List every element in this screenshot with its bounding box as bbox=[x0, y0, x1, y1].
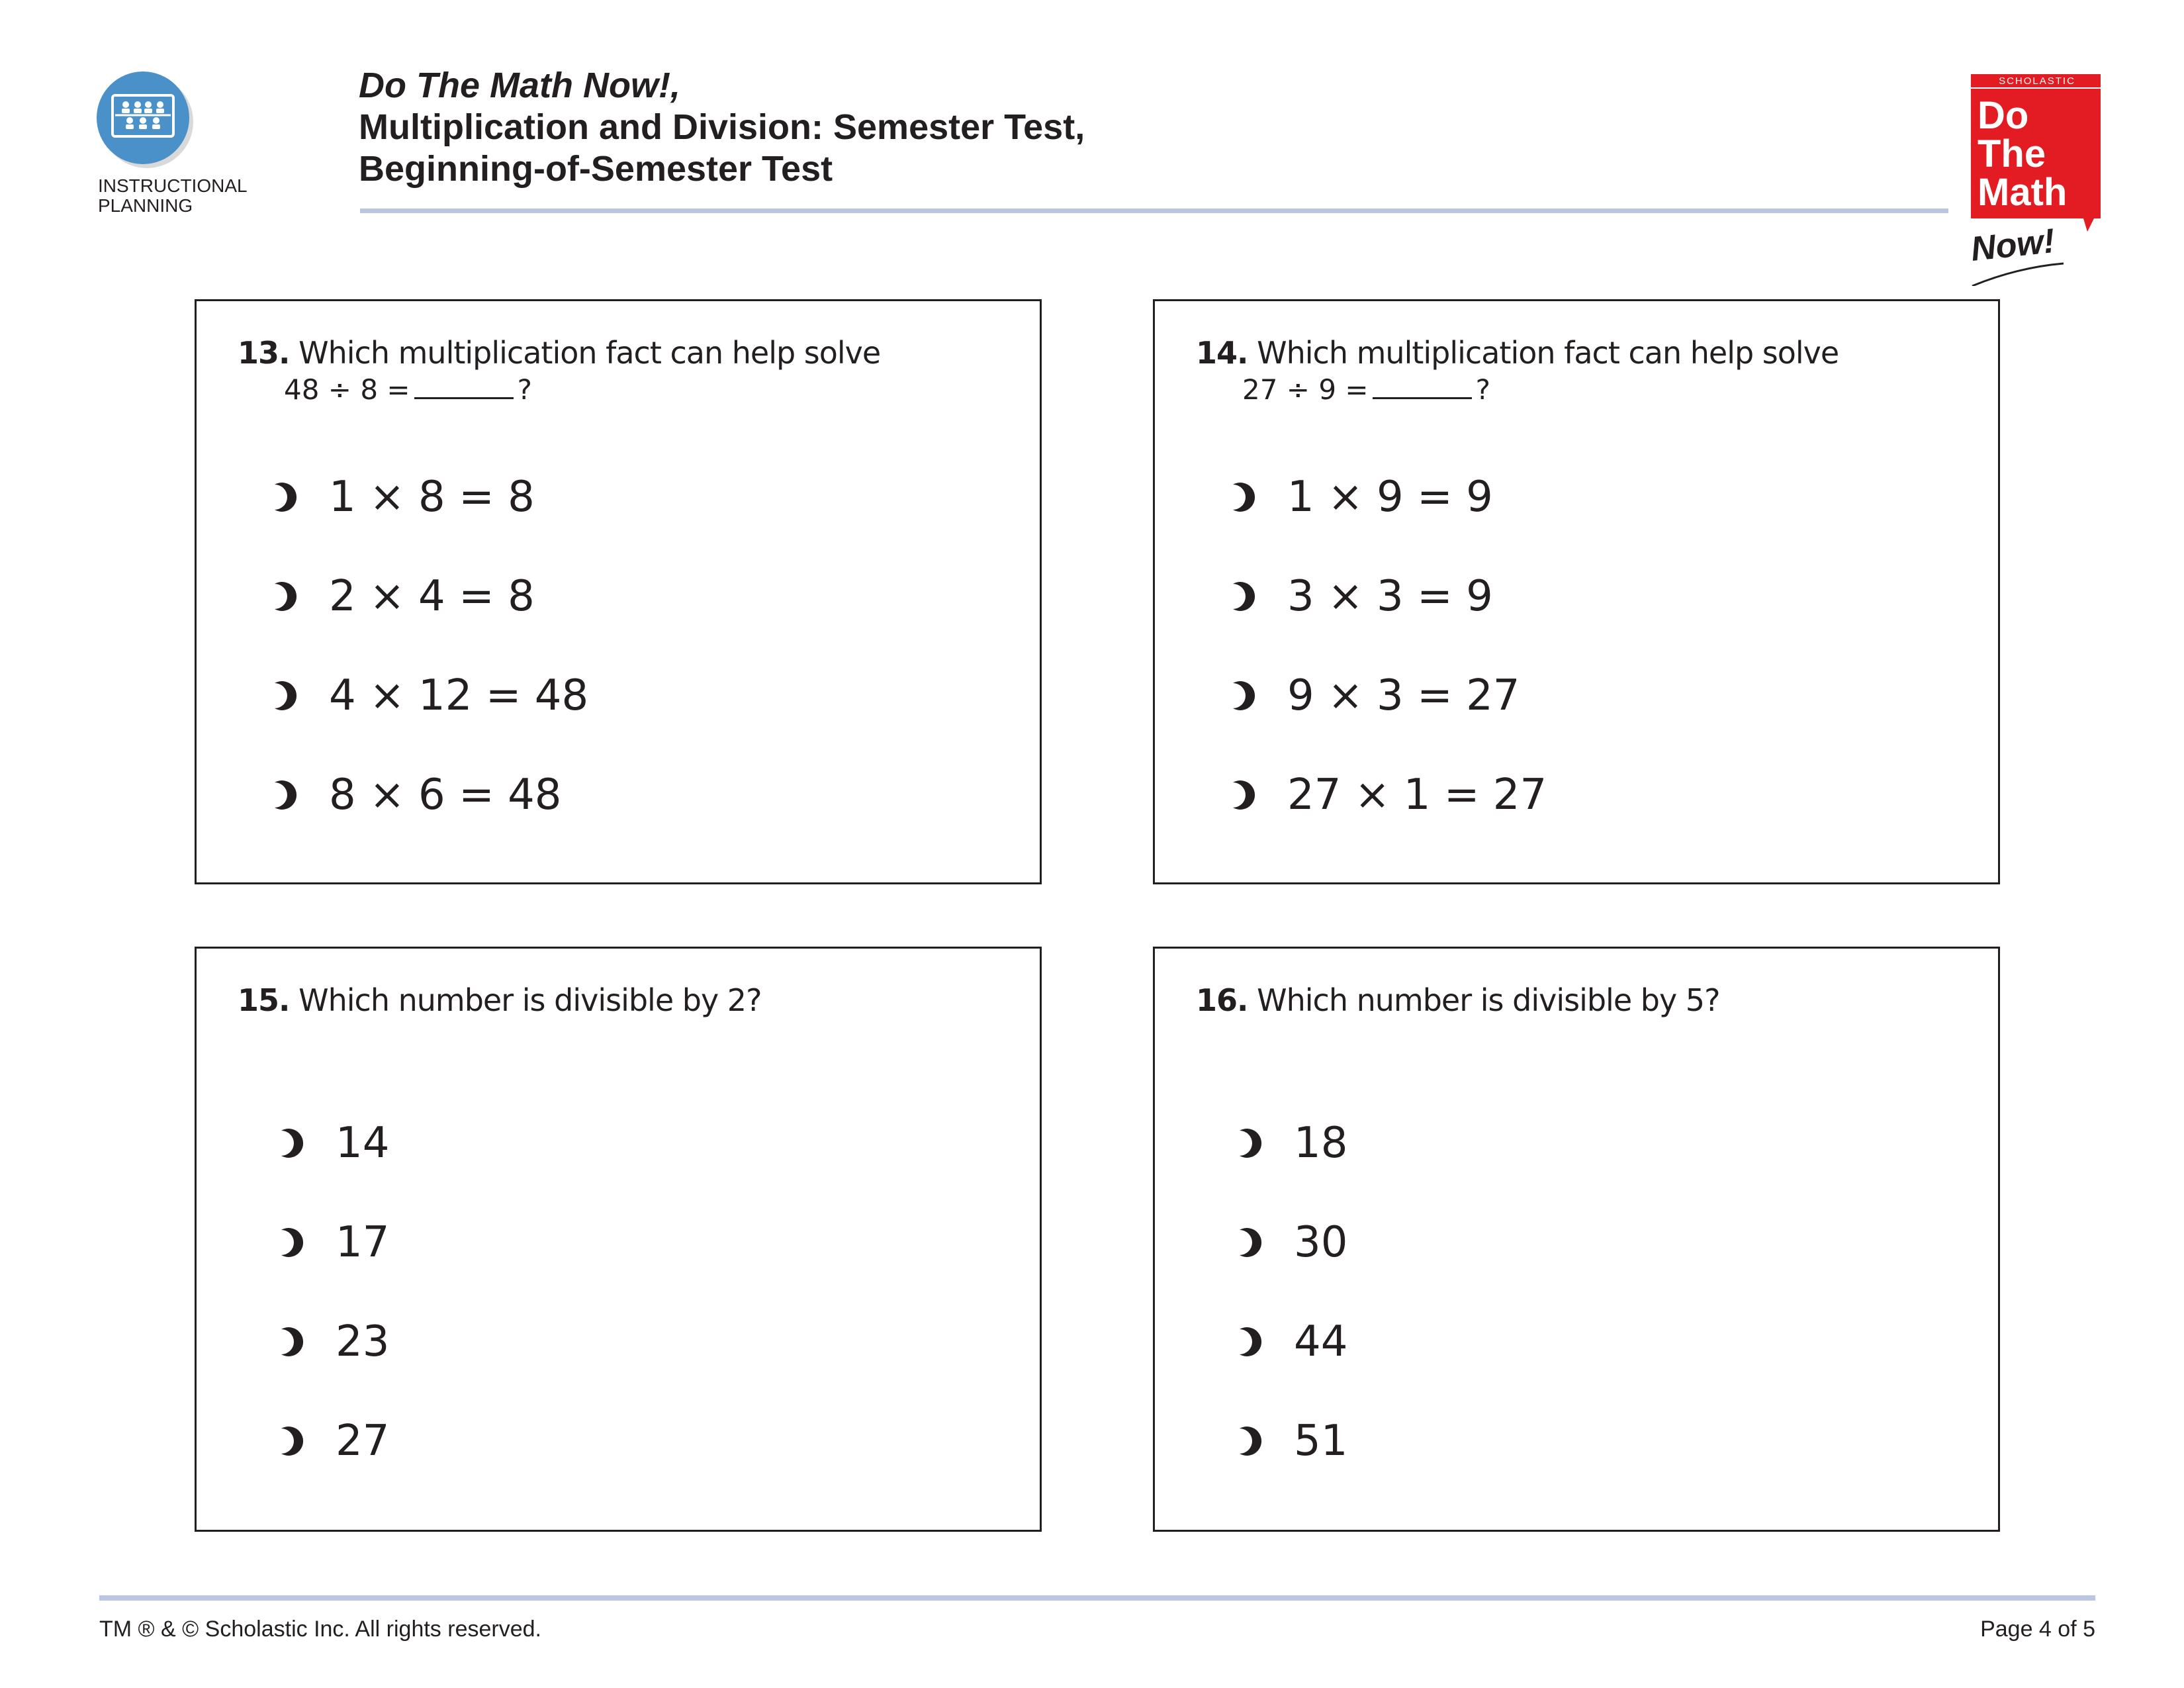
logo-word-the: The bbox=[1978, 132, 2046, 175]
answer-blank bbox=[414, 375, 514, 399]
question-14-text bbox=[1196, 334, 1839, 371]
header-divider bbox=[360, 209, 1948, 213]
question-15-box bbox=[195, 947, 1042, 1532]
answer-blank bbox=[1373, 375, 1472, 399]
section-label: INSTRUCTIONAL PLANNING bbox=[98, 175, 248, 216]
answer-option[interactable]: 3 × 3 = 9 bbox=[1228, 573, 1493, 620]
question-13-equation: 48 ÷ 8 = ? bbox=[284, 373, 532, 406]
radio-bubble-icon bbox=[1234, 1325, 1263, 1358]
question-prompt: Which multiplication fact can help solve bbox=[1257, 335, 1839, 371]
answer-option[interactable]: 8 × 6 = 48 bbox=[269, 771, 562, 819]
question-number: 13. bbox=[238, 335, 290, 371]
title-line-1: Do The Math Now!, bbox=[359, 66, 680, 105]
answer-option[interactable]: 44 bbox=[1234, 1318, 1347, 1366]
instructional-planning-icon bbox=[97, 71, 189, 164]
question-number: 14. bbox=[1196, 335, 1248, 371]
question-16-text bbox=[1196, 982, 1720, 1019]
radio-bubble-icon bbox=[1228, 679, 1257, 712]
radio-bubble-icon bbox=[276, 1127, 305, 1160]
question-15-text bbox=[238, 982, 762, 1019]
question-14-equation: 27 ÷ 9 = ? bbox=[1242, 373, 1490, 406]
answer-option[interactable]: 18 bbox=[1234, 1119, 1347, 1167]
title-line-3: Beginning-of-Semester Test bbox=[359, 149, 833, 189]
question-prompt: Which number is divisible by 2? bbox=[298, 982, 762, 1018]
logo-word-do: Do bbox=[1978, 94, 2029, 137]
title-line-2: Multiplication and Division: Semester Test, bbox=[359, 107, 1085, 147]
answer-option[interactable]: 17 bbox=[276, 1219, 389, 1266]
answer-option[interactable]: 1 × 8 = 8 bbox=[269, 473, 535, 521]
page-title bbox=[359, 65, 1085, 190]
radio-bubble-icon bbox=[269, 481, 298, 514]
radio-bubble-icon bbox=[276, 1226, 305, 1259]
question-14-box bbox=[1153, 299, 2000, 884]
answer-option[interactable]: 27 × 1 = 27 bbox=[1228, 771, 1547, 819]
radio-bubble-icon bbox=[1228, 481, 1257, 514]
logo-word-math: Math bbox=[1978, 171, 2068, 214]
question-prompt: Which number is divisible by 5? bbox=[1257, 982, 1720, 1018]
radio-bubble-icon bbox=[1228, 580, 1257, 613]
answer-option[interactable]: 4 × 12 = 48 bbox=[269, 672, 588, 720]
answer-option[interactable]: 14 bbox=[276, 1119, 389, 1167]
answer-option[interactable]: 30 bbox=[1234, 1219, 1347, 1266]
question-13-box bbox=[195, 299, 1042, 884]
radio-bubble-icon bbox=[276, 1425, 305, 1458]
question-16-box bbox=[1153, 947, 2000, 1532]
page-number: Page 4 of 5 bbox=[1980, 1617, 2095, 1642]
answer-option[interactable]: 27 bbox=[276, 1417, 389, 1465]
radio-bubble-icon bbox=[269, 679, 298, 712]
footer-divider bbox=[99, 1595, 2095, 1601]
question-prompt: Which multiplication fact can help solve bbox=[298, 335, 881, 371]
radio-bubble-icon bbox=[1234, 1425, 1263, 1458]
radio-bubble-icon bbox=[1234, 1127, 1263, 1160]
question-number: 16. bbox=[1196, 982, 1248, 1018]
logo-brand: SCHOLASTIC bbox=[1999, 75, 2075, 87]
logo-tagline: Now! bbox=[1971, 221, 2057, 269]
answer-option[interactable]: 1 × 9 = 9 bbox=[1228, 473, 1493, 521]
radio-bubble-icon bbox=[276, 1325, 305, 1358]
answer-option[interactable]: 23 bbox=[276, 1318, 389, 1366]
answer-option[interactable]: 2 × 4 = 8 bbox=[269, 573, 535, 620]
radio-bubble-icon bbox=[1228, 778, 1257, 812]
radio-bubble-icon bbox=[269, 778, 298, 812]
radio-bubble-icon bbox=[269, 580, 298, 613]
radio-bubble-icon bbox=[1234, 1226, 1263, 1259]
do-the-math-now-logo bbox=[1971, 74, 2103, 286]
question-13-text bbox=[238, 334, 880, 371]
answer-option[interactable]: 9 × 3 = 27 bbox=[1228, 672, 1520, 720]
copyright-notice: TM ® & © Scholastic Inc. All rights reserved. bbox=[99, 1617, 541, 1642]
question-number: 15. bbox=[238, 982, 290, 1018]
answer-option[interactable]: 51 bbox=[1234, 1417, 1347, 1465]
